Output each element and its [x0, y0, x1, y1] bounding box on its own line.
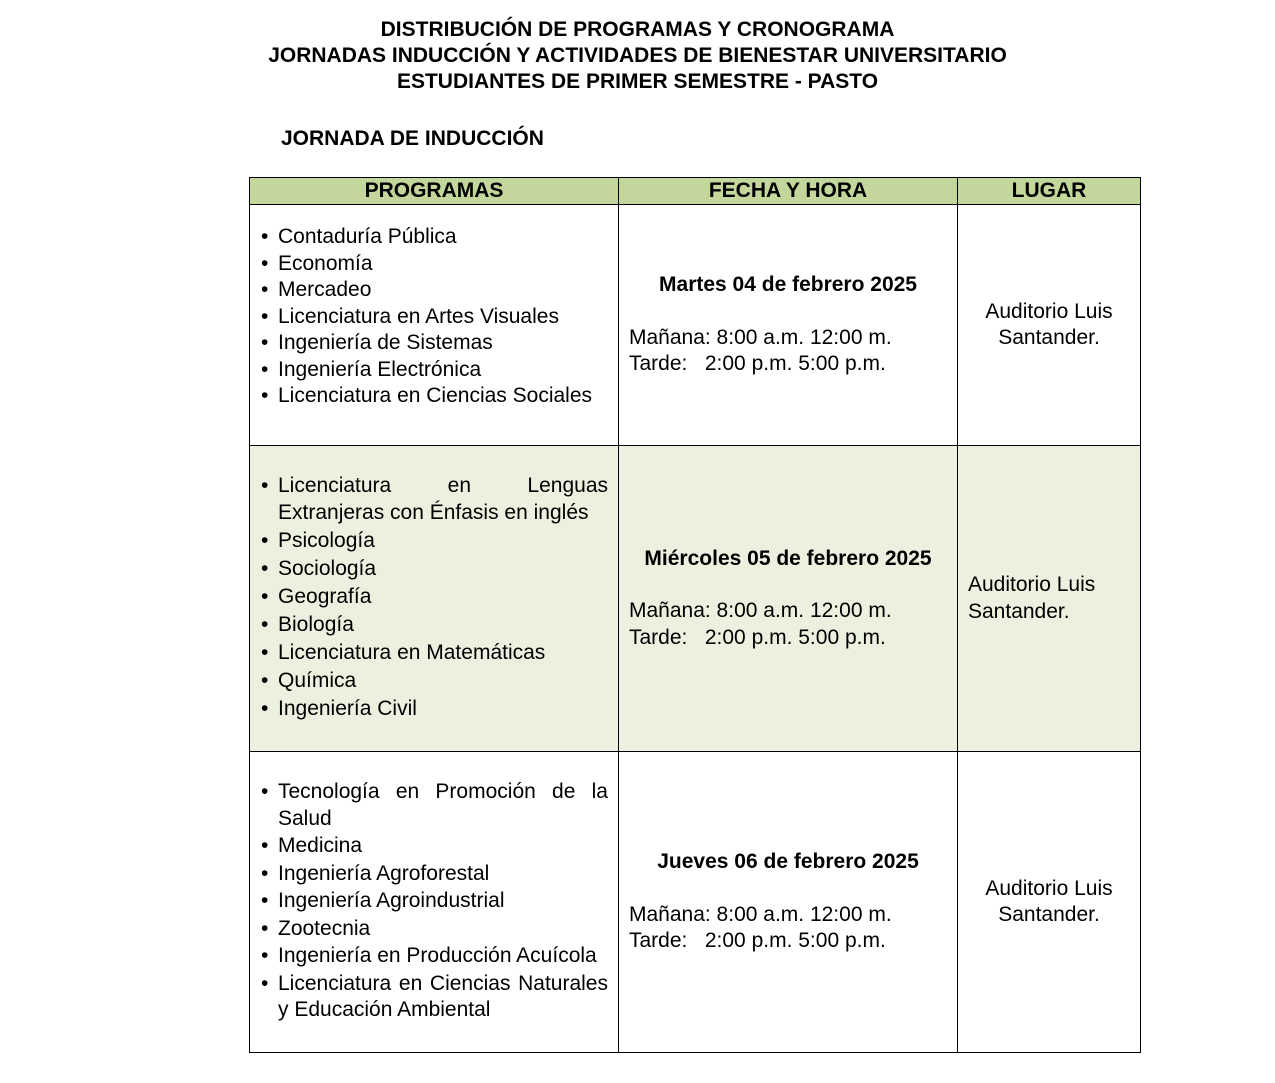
title-line-2: JORNADAS INDUCCIÓN Y ACTIVIDADES DE BIENESTAR UNIVERSITARIO	[268, 44, 1007, 67]
programs-cell	[250, 446, 619, 752]
program-item: • Medicina	[278, 833, 608, 860]
programs-cell	[250, 752, 619, 1053]
date-time-cell	[619, 446, 958, 752]
program-item: • Sociología	[278, 556, 608, 583]
program-list	[250, 779, 618, 1024]
program-item: • Psicología	[278, 528, 608, 555]
program-item: • Ingeniería de Sistemas	[278, 330, 608, 357]
place-cell: Auditorio Luis Santander.	[958, 752, 1141, 1053]
session-date: Jueves 06 de febrero 2025	[657, 850, 919, 874]
program-item: • Ingeniería Civil	[278, 696, 608, 723]
morning-schedule: Mañana: 8:00 a.m. 12:00 m.	[629, 902, 892, 926]
header-date-time: FECHA Y HORA	[619, 178, 958, 205]
session-date: Martes 04 de febrero 2025	[659, 273, 917, 297]
header-place: LUGAR	[958, 178, 1141, 205]
program-item: • Tecnología en Promoción de la Salud	[278, 779, 608, 832]
table-row	[250, 446, 1141, 752]
session-date: Miércoles 05 de febrero 2025	[644, 546, 932, 570]
program-list	[250, 473, 618, 722]
title-line-3: ESTUDIANTES DE PRIMER SEMESTRE - PASTO	[396, 70, 879, 93]
morning-schedule: Mañana: 8:00 a.m. 12:00 m.	[629, 325, 892, 349]
program-item: • Ingeniería Agroindustrial	[278, 888, 608, 915]
section-title: JORNADA DE INDUCCIÓN	[281, 127, 544, 150]
afternoon-schedule: Tarde: 2:00 p.m. 5:00 p.m.	[629, 352, 886, 376]
table-row	[250, 752, 1141, 1053]
table-row	[250, 205, 1141, 446]
program-item: • Biología	[278, 612, 608, 639]
program-item: • Ingeniería Agroforestal	[278, 861, 608, 888]
place-cell: Auditorio Luis Santander.	[958, 446, 1141, 752]
morning-schedule: Mañana: 8:00 a.m. 12:00 m.	[629, 599, 892, 623]
program-item: • Zootecnia	[278, 916, 608, 943]
program-item: • Licenciatura en Lenguas Extranjeras con Énfasis en inglés	[278, 473, 608, 526]
date-time-cell	[619, 205, 958, 446]
program-item: • Ingeniería Electrónica	[278, 357, 608, 384]
program-list	[250, 224, 618, 410]
afternoon-schedule: Tarde: 2:00 p.m. 5:00 p.m.	[629, 625, 886, 649]
program-item: • Economía	[278, 251, 608, 278]
program-item: • Ingeniería en Producción Acuícola	[278, 943, 608, 970]
programs-cell	[250, 205, 619, 446]
program-item: • Licenciatura en Matemáticas	[278, 640, 608, 667]
place-cell: Auditorio Luis Santander.	[958, 205, 1141, 446]
program-item: • Química	[278, 668, 608, 695]
document-title	[0, 17, 1275, 95]
program-item: • Geografía	[278, 584, 608, 611]
title-line-1: DISTRIBUCIÓN DE PROGRAMAS Y CRONOGRAMA	[380, 18, 895, 41]
date-time-cell	[619, 752, 958, 1053]
program-item: • Licenciatura en Ciencias Sociales	[278, 383, 608, 410]
program-item: • Contaduría Pública	[278, 224, 608, 251]
header-programs: PROGRAMAS	[250, 178, 619, 205]
afternoon-schedule: Tarde: 2:00 p.m. 5:00 p.m.	[629, 929, 886, 953]
program-item: • Licenciatura en Ciencias Naturales y Educación Ambiental	[278, 971, 608, 1024]
table-header-row	[250, 178, 1141, 205]
program-item: • Licenciatura en Artes Visuales	[278, 304, 608, 331]
schedule-table	[249, 177, 1141, 1053]
program-item: • Mercadeo	[278, 277, 608, 304]
